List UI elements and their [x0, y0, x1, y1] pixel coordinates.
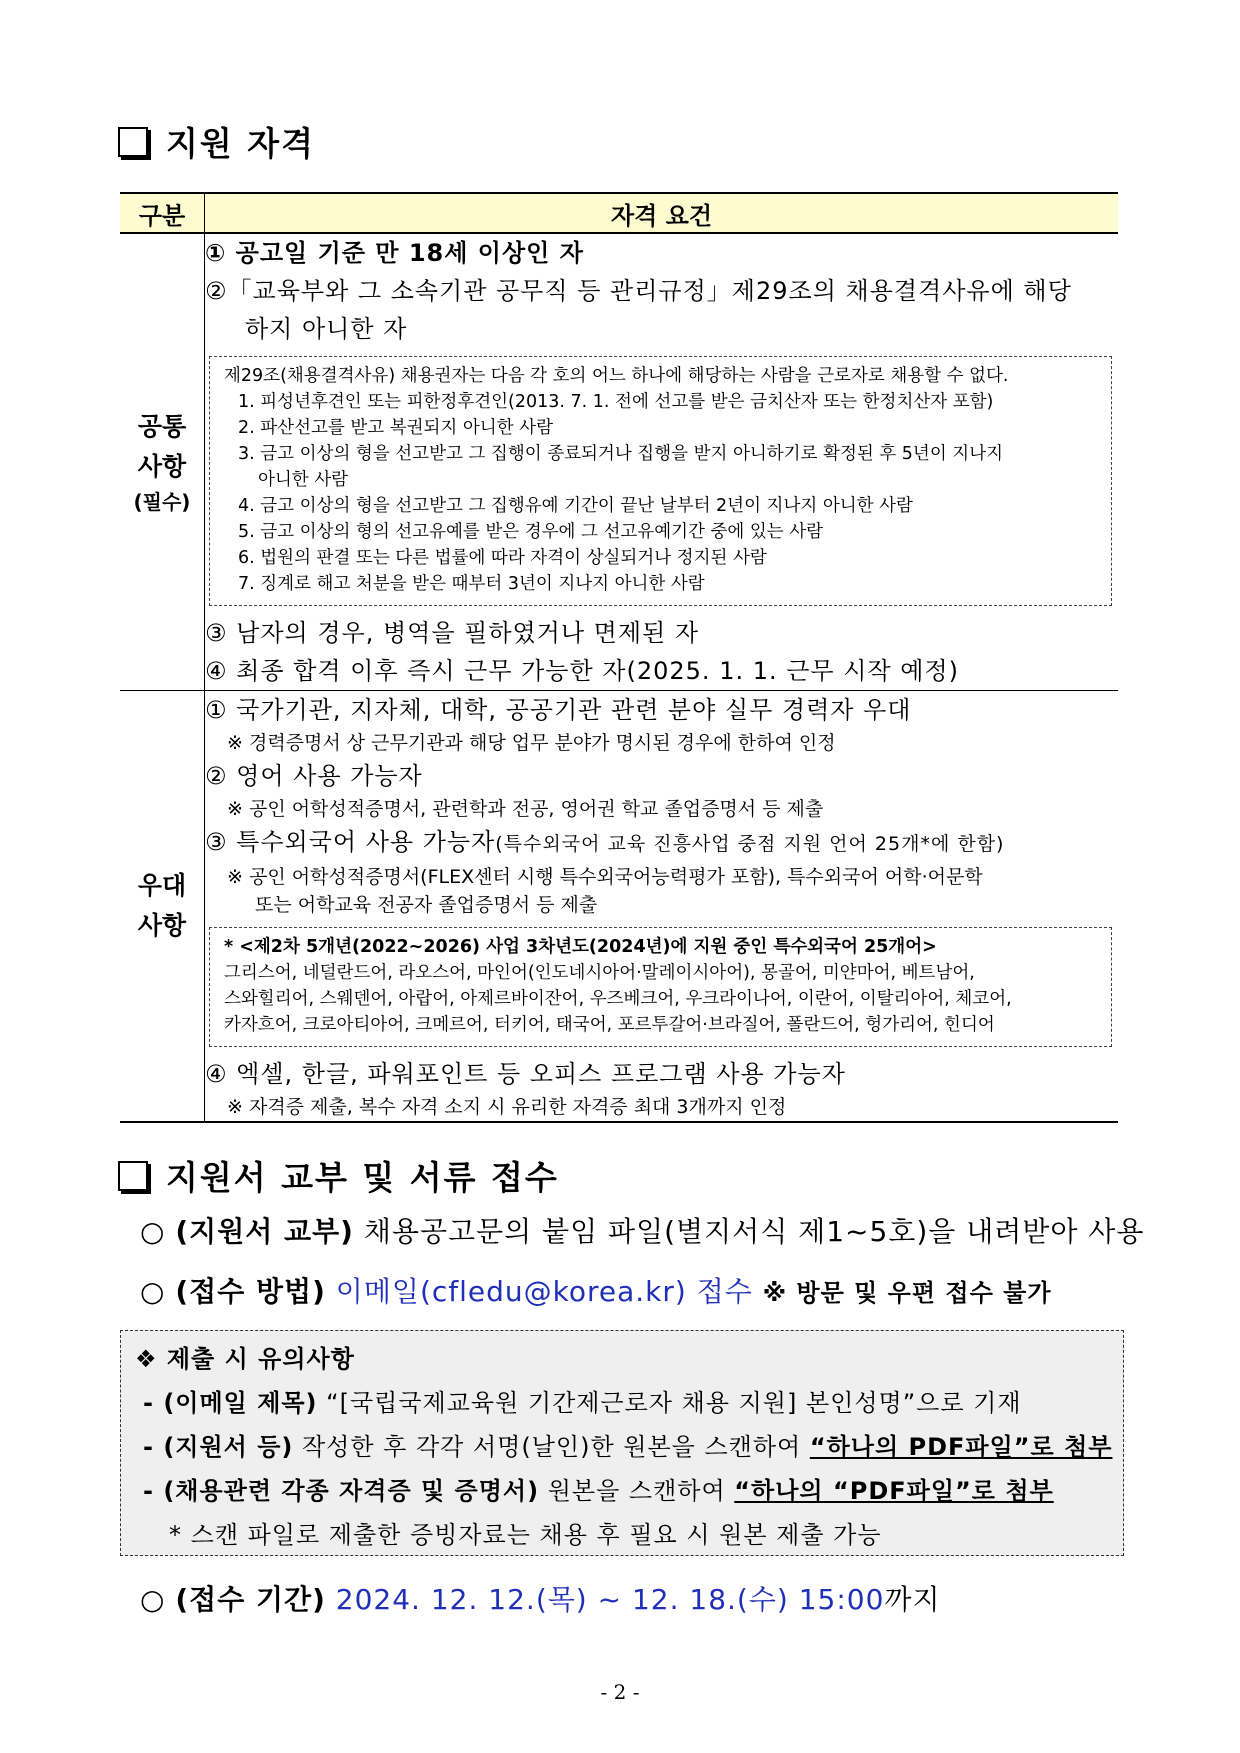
requirement-item: ① 공고일 기준 만 18세 이상인 자 — [205, 239, 584, 267]
notice-text: 원본을 스캔하여 — [547, 1477, 726, 1505]
period-suffix: 까지 — [884, 1583, 941, 1616]
preference-note: ※ 경력증명서 상 근무기관과 해당 업무 분야가 명시된 경우에 한하여 인정 — [227, 732, 836, 754]
submission-notice-box — [120, 1330, 1124, 1556]
qualification-table — [120, 192, 1118, 1123]
category-label: 우대 — [137, 871, 187, 900]
box-line: 아니한 사람 — [258, 470, 349, 490]
notice-emphasis: “하나의 “PDF파일”로 첨부 — [734, 1477, 1054, 1505]
notice-text: 작성한 후 각각 서명(날인)한 원본을 스캔하여 — [302, 1433, 802, 1461]
preference-item — [205, 823, 1118, 863]
notice-footnote: * 스캔 파일로 제출한 증빙자료는 채용 후 필요 시 원본 제출 가능 — [169, 1521, 882, 1549]
preference-item-text: ③ 특수외국어 사용 가능자 — [205, 828, 496, 856]
notice-label: - (이메일 제목) — [143, 1389, 318, 1417]
requirements-preference — [205, 691, 1119, 1123]
category-sublabel: (필수) — [133, 490, 191, 514]
preference-note-continuation: 또는 어학교육 전공자 졸업증명서 등 제출 — [255, 894, 598, 916]
notice-line — [135, 1381, 1109, 1425]
page-number: - 2 - — [600, 1680, 640, 1704]
table-row-common — [120, 233, 1118, 691]
box-line: 6. 법원의 판결 또는 다른 법률에 따라 자격이 상실되거나 정지된 사람 — [238, 548, 767, 568]
checkbox-square-icon — [118, 127, 148, 157]
notice-text: “[국립국제교육원 기간제근로자 채용 지원] 본인성명”으로 기재 — [326, 1389, 1022, 1417]
bullet-icon: ○ — [140, 1275, 166, 1308]
box-line: 제29조(채용결격사유) 채용권자는 다음 각 호의 어느 하나에 해당하는 사람을 근로자로 채용할 수 없다. — [224, 366, 1009, 386]
period-date: 2024. 12. 12.(목) ~ 12. 18.(수) 15:00 — [335, 1583, 885, 1616]
box-line: 카자흐어, 크로아티아어, 크메르어, 터키어, 태국어, 포르투갈어·브라질어, 폴란드어, 헝가리어, 힌디어 — [224, 1015, 995, 1035]
table-row-preference — [120, 691, 1118, 1123]
category-common — [120, 233, 205, 691]
box-line: 스와힐리어, 스웨덴어, 아랍어, 아제르바이잔어, 우즈베크어, 우크라이나어, 이란어, 이탈리아어, 체코어, — [224, 989, 1012, 1009]
preference-note: ※ 공인 어학성적증명서(FLEX센터 시행 특수외국어능력평가 포함), 특수외국어 어학·어문학 — [227, 866, 983, 888]
notice-label: - (지원서 등) — [143, 1433, 294, 1461]
line-label: (접수 방법) — [175, 1275, 326, 1308]
section-title: 지원 자격 — [166, 124, 316, 163]
category-label: 공통 — [137, 412, 187, 441]
box-line: 2. 파산선고를 받고 복권되지 아니한 사람 — [238, 418, 553, 438]
box-line: 4. 금고 이상의 형을 선고받고 그 집행유예 기간이 끝난 날부터 2년이 지나지 아니한 사람 — [238, 496, 913, 516]
requirements-common — [205, 233, 1119, 691]
section-heading-application — [118, 1152, 559, 1199]
requirement-item-continuation: 하지 아니한 자 — [245, 315, 408, 343]
category-preference — [120, 691, 205, 1123]
checkbox-square-icon — [118, 1161, 148, 1191]
category-label: 사항 — [137, 911, 187, 940]
category-label: 사항 — [137, 452, 187, 481]
notice-label: - (채용관련 각종 자격증 및 증명서) — [143, 1477, 540, 1505]
requirement-item: ③ 남자의 경우, 병역을 필하였거나 면제된 자 — [205, 619, 700, 647]
preference-item-detail: (특수외국어 교육 진흥사업 중점 지원 언어 25개*에 한함) — [495, 833, 1005, 855]
table-header-requirements: 자격 요건 — [205, 193, 1119, 233]
requirement-item: ②「교육부와 그 소속기관 공무직 등 관리규정」제29조의 채용결격사유에 해당 — [205, 277, 1072, 305]
method-line — [140, 1270, 1052, 1310]
notice-line — [135, 1469, 1109, 1513]
line-label: (접수 기간) — [175, 1583, 326, 1616]
box-title: * <제2차 5개년(2022~2026) 사업 3차년도(2024년)에 지원 중인 특수외국어 25개어> — [224, 937, 937, 957]
special-languages-box — [209, 927, 1112, 1047]
section-title: 지원서 교부 및 서류 접수 — [166, 1158, 559, 1197]
preference-item: ② 영어 사용 가능자 — [205, 762, 423, 790]
email-address: 이메일(cfledu@korea.kr) 접수 — [335, 1275, 753, 1308]
preference-item: ① 국가기관, 지자체, 대학, 공공기관 관련 분야 실무 경력자 우대 — [205, 696, 912, 724]
section-heading-qualification — [118, 118, 315, 165]
requirement-item: ④ 최종 합격 이후 즉시 근무 가능한 자(2025. 1. 1. 근무 시작 예정) — [205, 657, 959, 685]
box-line: 그리스어, 네덜란드어, 라오스어, 마인어(인도네시아어·말레이시아어), 몽골어, 미얀마어, 베트남어, — [224, 963, 975, 983]
distribution-line — [140, 1210, 1144, 1250]
box-line: 3. 금고 이상의 형을 선고받고 그 집행이 종료되거나 집행을 받지 아니하기로 확정된 후 5년이 지나지 — [238, 444, 1004, 464]
notice-title: ❖ 제출 시 유의사항 — [135, 1345, 355, 1373]
line-text: 채용공고문의 붙임 파일(별지서식 제1~5호)을 내려받아 사용 — [363, 1215, 1145, 1248]
box-line: 1. 피성년후견인 또는 피한정후견인(2013. 7. 1. 전에 선고를 받은 금치산자 또는 한정치산자 포함) — [238, 392, 994, 412]
notice-line — [135, 1425, 1113, 1469]
preference-item: ④ 엑셀, 한글, 파워포인트 등 오피스 프로그램 사용 가능자 — [205, 1060, 846, 1088]
disqualification-box — [209, 356, 1112, 606]
notice-emphasis: “하나의 PDF파일”로 첨부 — [809, 1433, 1113, 1461]
table-header-category: 구분 — [120, 193, 205, 233]
bullet-icon: ○ — [140, 1583, 166, 1616]
preference-note: ※ 공인 어학성적증명서, 관련학과 전공, 영어권 학교 졸업증명서 등 제출 — [227, 798, 824, 820]
line-note: ※ 방문 및 우편 접수 불가 — [762, 1279, 1052, 1307]
preference-note: ※ 자격증 제출, 복수 자격 소지 시 유리한 자격증 최대 3개까지 인정 — [227, 1096, 787, 1118]
box-line: 7. 징계로 해고 처분을 받은 때부터 3년이 지나지 아니한 사람 — [238, 574, 705, 594]
bullet-icon: ○ — [140, 1215, 166, 1248]
period-line — [140, 1578, 941, 1618]
line-label: (지원서 교부) — [175, 1215, 354, 1248]
box-line: 5. 금고 이상의 형의 선고유예를 받은 경우에 그 선고유예기간 중에 있는 사람 — [238, 522, 824, 542]
